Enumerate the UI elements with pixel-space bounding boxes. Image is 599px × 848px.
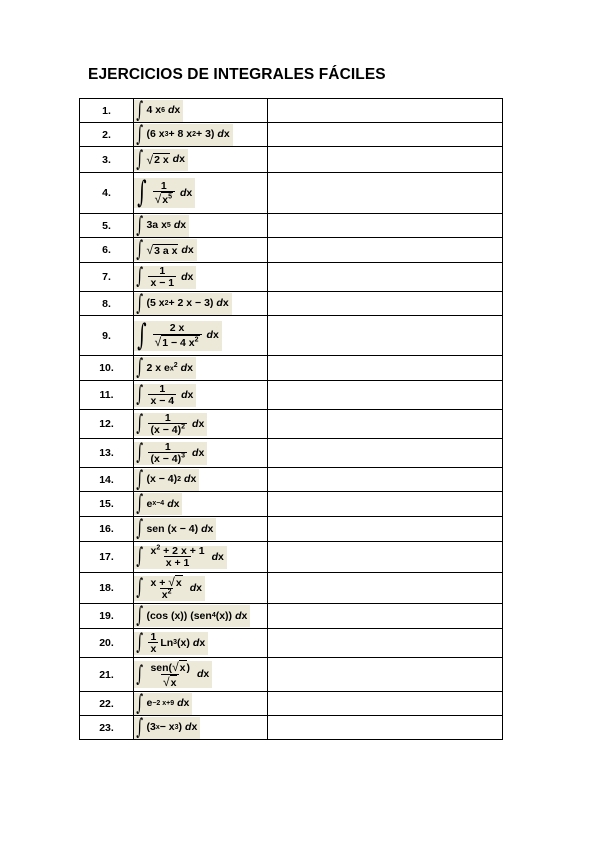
exercise-formula: ∫ $x^2 + 2$ x + 1 x + 1 d x <box>134 542 268 573</box>
exercise-formula: ∫ 4 x 6 d x <box>134 99 268 123</box>
answer-cell[interactable] <box>268 492 503 517</box>
exercise-formula: ∫ (3 x − x 3 ) d x <box>134 716 268 740</box>
exercise-formula: ∫ x + √x $x^2$ d x <box>134 573 268 604</box>
exercise-number: 18. <box>80 573 134 604</box>
answer-cell[interactable] <box>268 468 503 492</box>
answer-cell[interactable] <box>268 381 503 410</box>
table-row <box>80 238 503 263</box>
exercise-table <box>79 98 503 740</box>
answer-cell[interactable] <box>268 716 503 740</box>
table-row <box>80 123 503 147</box>
exercise-formula: ∫ (x − 4) 2 d x <box>134 468 268 492</box>
table-row <box>80 173 503 214</box>
exercise-formula: ∫ 2 x √1 − 4 $x^2$ d x <box>134 316 268 356</box>
answer-cell[interactable] <box>268 604 503 629</box>
answer-cell[interactable] <box>268 292 503 316</box>
table-row <box>80 604 503 629</box>
answer-cell[interactable] <box>268 173 503 214</box>
answer-cell[interactable] <box>268 316 503 356</box>
table-row <box>80 716 503 740</box>
exercise-number: 9. <box>80 316 134 356</box>
exercise-number: 20. <box>80 629 134 658</box>
exercise-number: 1. <box>80 99 134 123</box>
answer-cell[interactable] <box>268 123 503 147</box>
exercise-formula: ∫ 1 x − 1 d x <box>134 263 268 292</box>
exercise-formula: ∫ 3a x 5 d x <box>134 214 268 238</box>
answer-cell[interactable] <box>268 356 503 381</box>
exercise-formula: ∫ 2 x e $x^2$ d x <box>134 356 268 381</box>
exercise-number: 11. <box>80 381 134 410</box>
table-row <box>80 542 503 573</box>
exercise-number: 21. <box>80 658 134 692</box>
exercise-formula: ∫ (5 x 2 + 2 x − 3) d x <box>134 292 268 316</box>
exercise-number: 16. <box>80 517 134 542</box>
exercise-number: 6. <box>80 238 134 263</box>
answer-cell[interactable] <box>268 542 503 573</box>
table-row <box>80 517 503 542</box>
answer-cell[interactable] <box>268 692 503 716</box>
answer-cell[interactable] <box>268 147 503 173</box>
table-row <box>80 381 503 410</box>
exercise-number: 7. <box>80 263 134 292</box>
exercise-formula: ∫ √ 3 a x d x <box>134 238 268 263</box>
exercise-number: 22. <box>80 692 134 716</box>
table-row <box>80 573 503 604</box>
table-row <box>80 692 503 716</box>
table-row <box>80 292 503 316</box>
table-row <box>80 214 503 238</box>
answer-cell[interactable] <box>268 410 503 439</box>
table-row <box>80 492 503 517</box>
exercise-formula: ∫ 1 $√x^5$ d x <box>134 173 268 214</box>
exercise-number: 23. <box>80 716 134 740</box>
table-row <box>80 147 503 173</box>
answer-cell[interactable] <box>268 629 503 658</box>
answer-cell[interactable] <box>268 517 503 542</box>
exercise-formula: ∫ 1 $(x - 4)^3$ d x <box>134 439 268 468</box>
exercise-formula: ∫ 1 $(x - 4)^2$ d x <box>134 410 268 439</box>
exercise-number: 19. <box>80 604 134 629</box>
exercise-formula: ∫ e x−4 d x <box>134 492 268 517</box>
exercise-formula: ∫ √ 2 x d x <box>134 147 268 173</box>
exercise-formula: ∫ (cos (x)) (sen 4 (x)) d x <box>134 604 268 629</box>
answer-cell[interactable] <box>268 439 503 468</box>
exercise-number: 2. <box>80 123 134 147</box>
exercise-number: 15. <box>80 492 134 517</box>
table-row <box>80 263 503 292</box>
exercise-number: 3. <box>80 147 134 173</box>
table-row <box>80 439 503 468</box>
exercise-number: 14. <box>80 468 134 492</box>
exercise-number: 10. <box>80 356 134 381</box>
exercise-formula: ∫ (6 x 3 + 8 x 2 + 3) d x <box>134 123 268 147</box>
table-row <box>80 316 503 356</box>
answer-cell[interactable] <box>268 658 503 692</box>
exercise-number: 4. <box>80 173 134 214</box>
exercise-number: 5. <box>80 214 134 238</box>
exercise-formula: ∫ 1 x − 4 d x <box>134 381 268 410</box>
table-row <box>80 356 503 381</box>
answer-cell[interactable] <box>268 99 503 123</box>
table-row <box>80 410 503 439</box>
exercise-formula: ∫ sen(√x) √x d x <box>134 658 268 692</box>
table-row <box>80 629 503 658</box>
exercise-number: 17. <box>80 542 134 573</box>
answer-cell[interactable] <box>268 263 503 292</box>
exercise-formula: ∫ e −2 x+9 d x <box>134 692 268 716</box>
exercise-number: 8. <box>80 292 134 316</box>
page-title: EJERCICIOS DE INTEGRALES FÁCILES <box>88 66 386 83</box>
table-row <box>80 99 503 123</box>
table-row <box>80 468 503 492</box>
exercise-number: 12. <box>80 410 134 439</box>
exercise-number: 13. <box>80 439 134 468</box>
answer-cell[interactable] <box>268 573 503 604</box>
answer-cell[interactable] <box>268 214 503 238</box>
table-row <box>80 658 503 692</box>
answer-cell[interactable] <box>268 238 503 263</box>
exercise-formula: ∫ sen (x − 4) d x <box>134 517 268 542</box>
exercise-formula: ∫ 1 x Ln 3 (x) d x <box>134 629 268 658</box>
